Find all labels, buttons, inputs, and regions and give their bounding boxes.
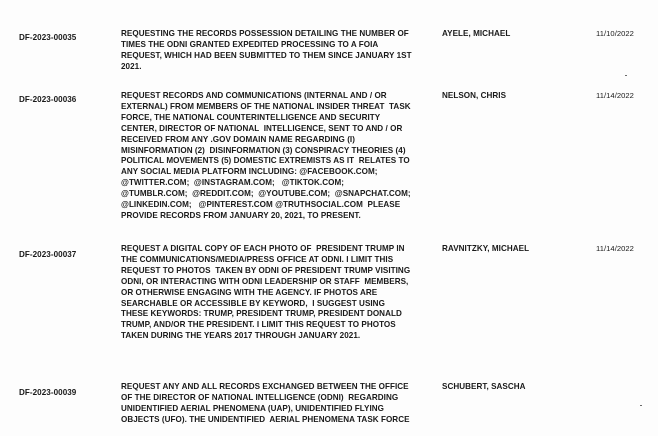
request-description: REQUESTING THE RECORDS POSSESSION DETAILING THE NUMBER OF TIMES THE ODNI GRANTED EXPEDITED PROCESSING TO A FOIA REQUEST, WHICH HAD BEEN SUBMITTED TO THEM SINCE JANUARY 1ST 2021.	[121, 29, 412, 71]
case-id: DF-2023-00037	[19, 250, 77, 259]
case-id: DF-2023-00039	[19, 388, 77, 397]
requester-name: RAVNITZKY, MICHAEL	[442, 244, 530, 253]
received-date: 11/10/2022	[596, 29, 634, 38]
table-row	[0, 244, 658, 344]
request-description: REQUEST RECORDS AND COMMUNICATIONS (INTERNAL AND / OR EXTERNAL) FROM MEMBERS OF THE NATIONAL INSIDER THREAT TASK FORCE, THE NATIONAL COUNTERINTELLIGENCE AND SECURITY CENTER, DIRECTOR OF NATIONAL INTELLIGENCE, SENT TO AND / OR RECEIVED FROM ANY .GOV DOMAIN NAME REGARDING (I) MISINFORMATION (2) DISINFORMATION (3) CONSPIRACY THEORIES (4) POLITICAL MOVEMENTS (5) DOMESTIC EXTREMISTS AS IT RELATES TO ANY SOCIAL MEDIA PLATFORM INCLUDING: @FACEBOOK.COM; @TWITTER.COM; @INSTAGRAM.COM; @TIKTOK.COM; @TUMBLR.COM; @REDDIT.COM; @YOUTUBE.COM; @SNAPCHAT.COM; @LINKEDIN.COM; @PINTEREST.COM @TRUTHSOCIAL.COM PLEASE PROVIDE RECORDS FROM JANUARY 20, 2021, TO PRESENT.	[121, 91, 411, 220]
received-date: 11/14/2022	[596, 91, 634, 100]
received-date: 11/14/2022	[596, 244, 634, 253]
requester-name: NELSON, CHRIS	[442, 91, 507, 100]
request-description: REQUEST A DIGITAL COPY OF EACH PHOTO OF PRESIDENT TRUMP IN THE COMMUNICATIONS/MEDIA/PRESS OFFICE AT ODNI. I LIMIT THIS REQUEST TO PHOTOS TAKEN BY ODNI OF PRESIDENT TRUMP VISITING ODNI, OR INTERACTING WITH ODNI LEADERSHIP OR STAFF MEMBERS, OR OTHERWISE ENGAGING WITH THE AGENCY. IF PHOTOS ARE SEARCHABLE OR ACCESSIBLE BY KEYWORD, I SUGGEST USING THESE KEYWORDS: TRUMP, PRESIDENT TRUMP, PRESIDENT DONALD TRUMP, AND/OR THE PRESIDENT. I LIMIT THIS REQUEST TO PHOTOS TAKEN DURING THE YEARS 2017 THROUGH JANUARY 2021.	[121, 244, 411, 341]
table-row	[0, 29, 658, 79]
request-description: REQUEST ANY AND ALL RECORDS EXCHANGED BETWEEN THE OFFICE OF THE DIRECTOR OF NATIONAL INTELLIGENCE (ODNI) REGARDING UNIDENTIFIED AERIAL PHENOMENA (UAP), UNIDENTIFIED FLYING OBJECTS (UFO). THE UNIDENTIFIED AERIAL PHENOMENA TASK FORCE	[121, 382, 410, 424]
case-id: DF-2023-00035	[19, 33, 77, 42]
requester-name: SCHUBERT, SASCHA	[442, 382, 526, 391]
case-id: DF-2023-00036	[19, 95, 77, 104]
table-row	[0, 91, 658, 223]
requester-name: AYELE, MICHAEL	[442, 29, 511, 38]
table-row	[0, 382, 658, 436]
